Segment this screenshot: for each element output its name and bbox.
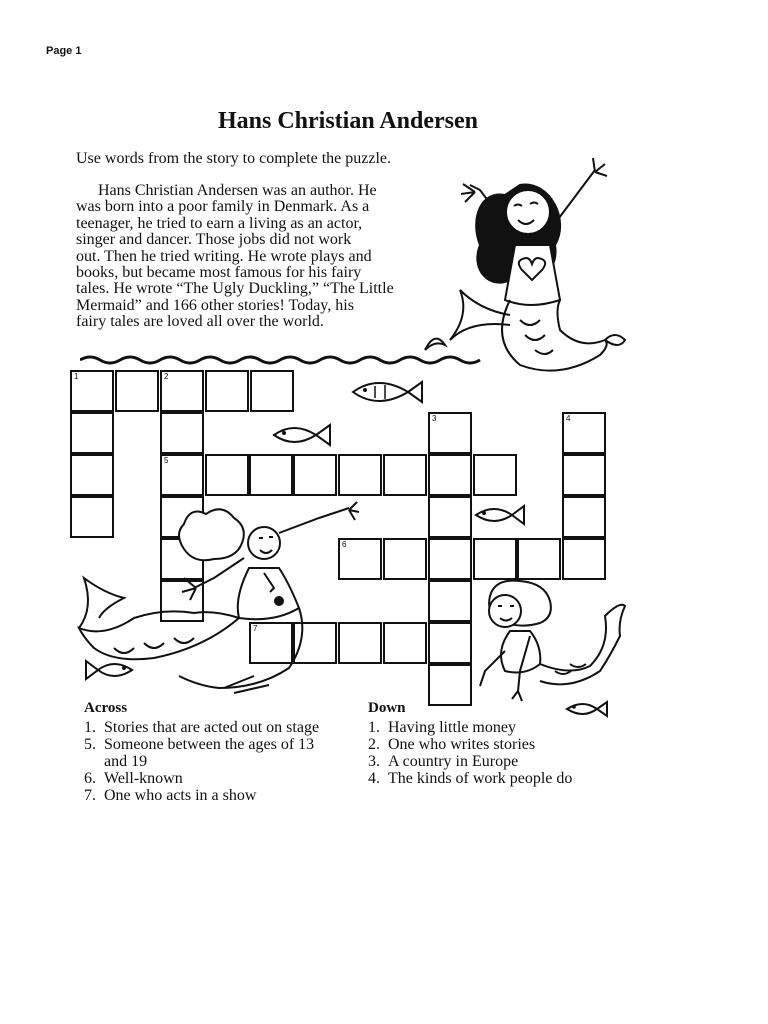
crossword-cell[interactable]: [383, 454, 427, 496]
crossword-cell[interactable]: [517, 538, 561, 580]
crossword-cell[interactable]: [160, 454, 204, 496]
clue-number: 5: [164, 456, 169, 465]
crossword-cell[interactable]: [293, 454, 337, 496]
story-line: books, but became most famous for his fairy: [76, 264, 362, 282]
story-line: fairy tales are loved all over the world.: [76, 313, 324, 331]
clue-item: 1. Stories that are acted out on stage: [84, 719, 320, 736]
crossword-cell[interactable]: [160, 370, 204, 412]
story-line: Mermaid” and 166 other stories! Today, his: [76, 296, 354, 314]
story-paragraph: [76, 183, 464, 331]
clue-item: 7. One who acts in a show: [84, 787, 257, 804]
clue-number: 2: [164, 372, 169, 381]
crossword-cell[interactable]: [428, 580, 472, 622]
crossword-cell[interactable]: [338, 454, 382, 496]
crossword-cell[interactable]: [115, 370, 159, 412]
clue-item: 6. Well-known: [84, 770, 183, 787]
mermaid-child-icon: [470, 576, 630, 706]
crossword-cell[interactable]: [205, 370, 249, 412]
crossword-cell[interactable]: [250, 370, 294, 412]
mermaid-girl-icon: [410, 150, 640, 385]
clue-item: 4. The kinds of work people do: [368, 770, 573, 787]
fish-icon: [343, 372, 425, 414]
clue-number: 7: [253, 624, 258, 633]
crossword-cell[interactable]: [428, 454, 472, 496]
clue-number: 1: [74, 372, 79, 381]
instruction-text: Use words from the story to complete the puzzle.: [76, 150, 392, 167]
crossword-cell[interactable]: [70, 370, 114, 412]
crossword-cell[interactable]: [562, 454, 606, 496]
story-line: tales. He wrote “The Ugly Duckling,” “The Little: [76, 280, 394, 298]
across-clues: [84, 700, 334, 804]
page-label: Page 1: [46, 45, 82, 57]
crossword-cell[interactable]: [160, 412, 204, 454]
crossword-cell[interactable]: [428, 412, 472, 454]
crossword-cell[interactable]: [383, 622, 427, 664]
down-heading: Down: [368, 700, 406, 716]
clue-item: 3. A country in Europe: [368, 753, 519, 770]
clue-number: 3: [432, 414, 437, 423]
crossword-cell[interactable]: [428, 622, 472, 664]
crossword-cell[interactable]: [428, 496, 472, 538]
story-line: Hans Christian Andersen was an author. He: [98, 182, 377, 199]
crossword-cell[interactable]: [70, 412, 114, 454]
story-line: singer and dancer. Those jobs did not work: [76, 231, 352, 249]
story-line: out. Then he tried writing. He wrote plays and: [76, 247, 372, 265]
crossword-cell[interactable]: [473, 538, 517, 580]
mermaid-boy-icon: [74, 498, 364, 698]
crossword-cell[interactable]: [473, 454, 517, 496]
clue-number: 6: [342, 540, 347, 549]
clue-item: 5. Someone between the ages of 13 and 19: [84, 736, 315, 770]
story-line: was born into a poor family in Denmark. As a: [76, 198, 370, 216]
crossword-cell[interactable]: [205, 454, 249, 496]
page-title: Hans Christian Andersen: [217, 108, 479, 134]
crossword-cell[interactable]: [383, 538, 427, 580]
fish-icon: [472, 500, 528, 530]
crossword-cell[interactable]: [70, 454, 114, 496]
crossword-cell[interactable]: [428, 538, 472, 580]
clue-item: 1. Having little money: [368, 719, 516, 736]
clue-number: 4: [566, 414, 571, 423]
clue-item: 2. One who writes stories: [368, 736, 536, 753]
across-heading: Across: [84, 700, 128, 716]
down-clues: [368, 700, 668, 787]
story-line: teenager, he tried to earn a living as an actor,: [76, 214, 363, 232]
crossword-cell[interactable]: [562, 412, 606, 454]
fish-icon: [268, 418, 334, 452]
crossword-cell[interactable]: [562, 496, 606, 538]
crossword-cell[interactable]: [562, 538, 606, 580]
crossword-cell[interactable]: [249, 454, 293, 496]
